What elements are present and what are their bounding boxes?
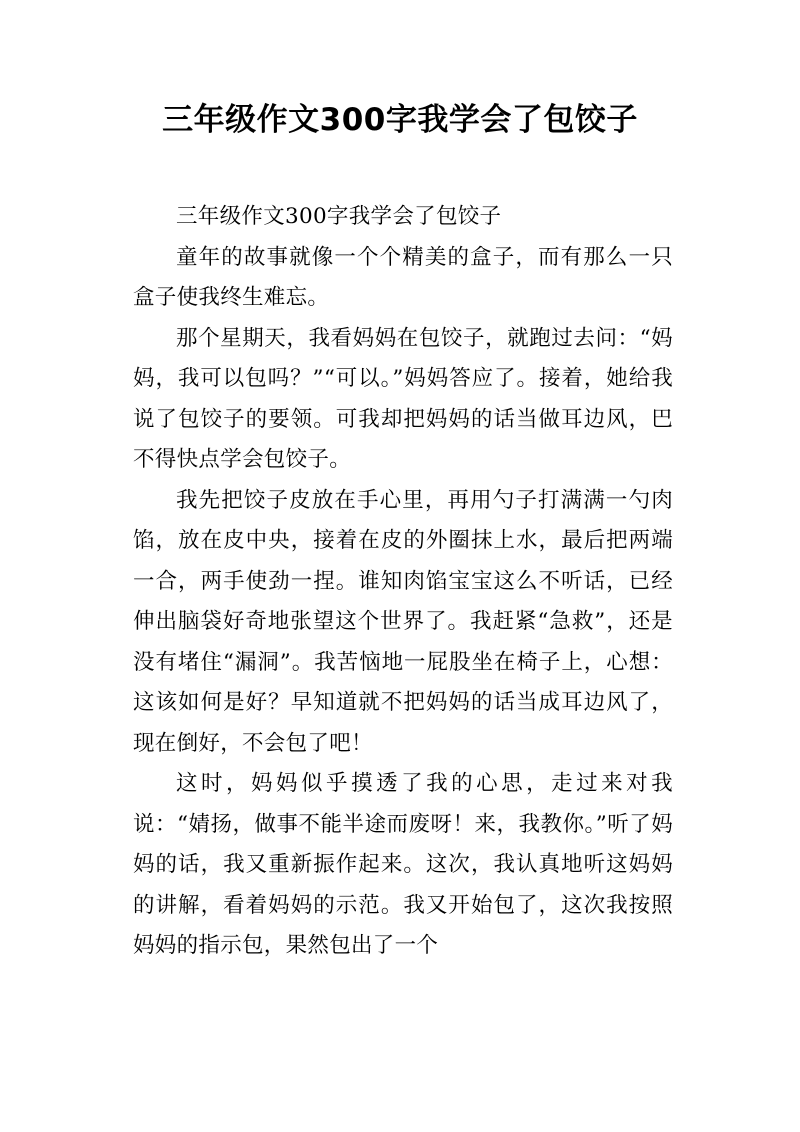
paragraph-4: 这时，妈妈似乎摸透了我的心思，走过来对我说：“婧扬，做事不能半途而废呀！来，我教你。”听了妈妈的话，我又重新振作起来。这次，我认真地听这妈妈的讲解，看着妈妈的示范。我又开始包了，这次我按照妈妈的指示包，果然包出了一个 (133, 771, 673, 958)
paragraph-2: 那个星期天，我看妈妈在包饺子，就跑过去问：“妈妈，我可以包吗？”“可以。”妈妈答应了。接着，她给我说了包饺子的要领。可我却把妈妈的话当做耳边风，巴不得快点学会包饺子。 (133, 325, 673, 472)
paragraph-3: 我先把饺子皮放在手心里，再用勺子打满满一勺肉馅，放在皮中央，接着在皮的外圈抹上水，最后把两端一合，两手使劲一捏。谁知肉馅宝宝这么不听话，已经伸出脑袋好奇地张望这个世界了。我赶紧“急救”，还是没有堵住“漏洞”。我苦恼地一屁股坐在椅子上，心想：这该如何是好？早知道就不把妈妈的话当成耳边风了，现在倒好，不会包了吧！ (133, 487, 673, 756)
document-body (133, 197, 673, 967)
paragraph-1: 童年的故事就像一个个精美的盒子，而有那么一只盒子使我终生难忘。 (133, 244, 673, 310)
paragraph-subtitle: 三年级作文300字我学会了包饺子 (176, 204, 502, 229)
document-title: 三年级作文300字我学会了包饺子 (162, 102, 638, 138)
